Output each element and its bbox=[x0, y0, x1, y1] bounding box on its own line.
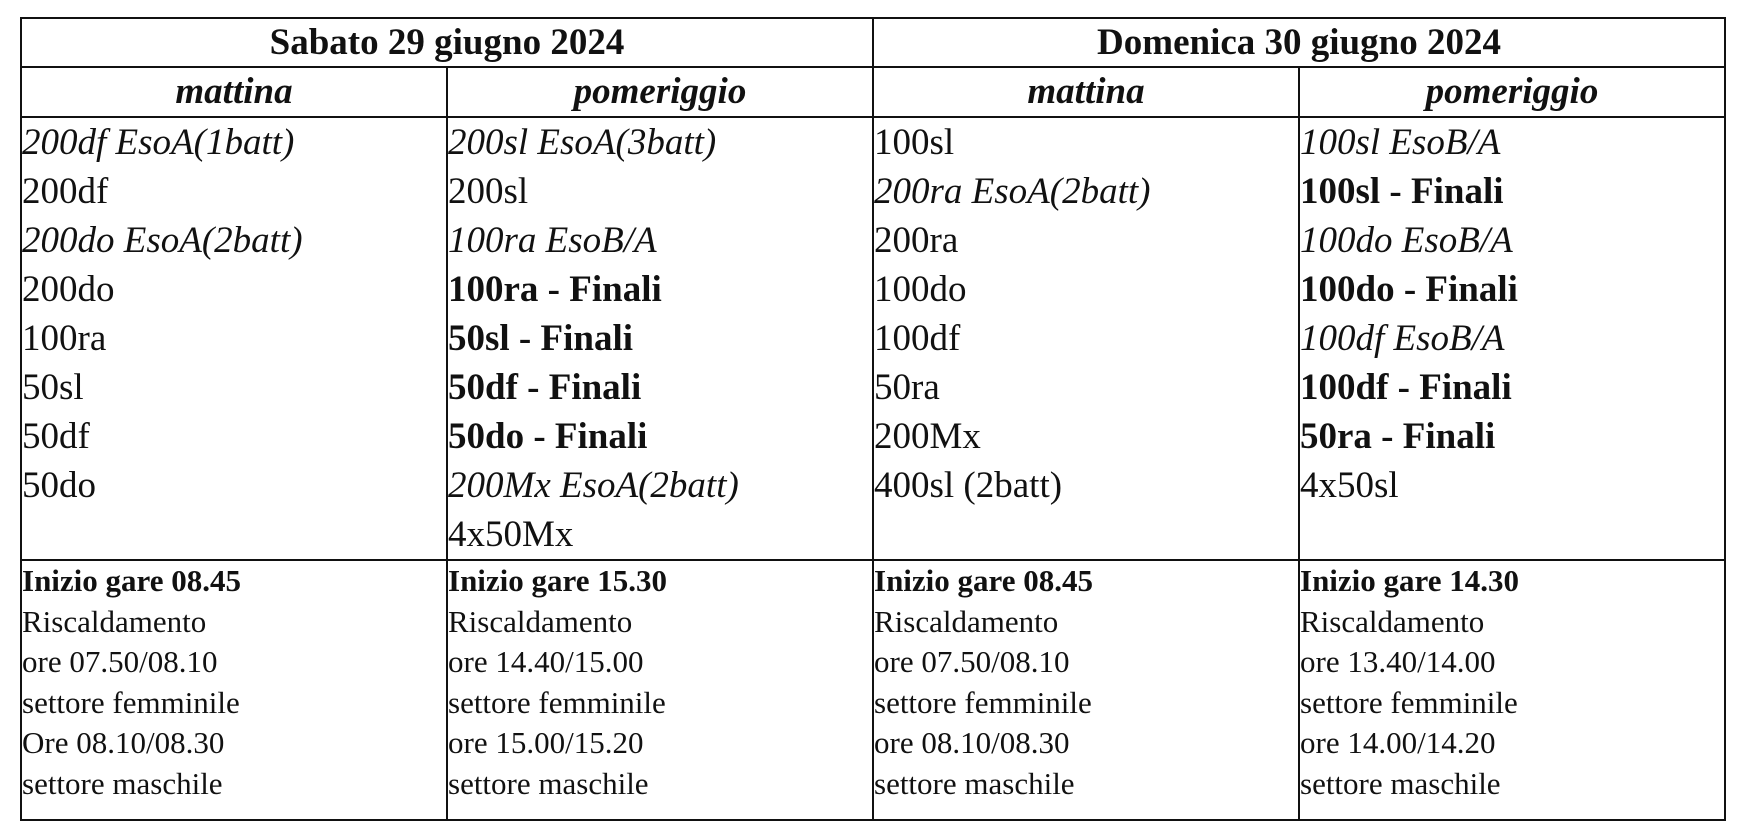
period-header-sun-morning: mattina bbox=[873, 67, 1299, 117]
info-cell-sun-afternoon bbox=[1299, 560, 1725, 820]
info-line: ore 13.40/14.00 bbox=[1300, 644, 1496, 679]
period-header-sun-afternoon: pomeriggio bbox=[1299, 67, 1725, 117]
event-item: 200df bbox=[22, 171, 109, 212]
event-item: 200do bbox=[22, 269, 115, 310]
info-cell-sat-afternoon bbox=[447, 560, 873, 820]
event-item: 100sl EsoB/A bbox=[1300, 122, 1501, 163]
event-item: 100df - Finali bbox=[1300, 367, 1512, 408]
event-item: 400sl (2batt) bbox=[874, 465, 1063, 506]
event-item: 100df EsoB/A bbox=[1300, 318, 1505, 359]
period-header-row bbox=[21, 67, 1725, 117]
info-line: settore femminile bbox=[22, 684, 240, 720]
period-header-sat-morning: mattina bbox=[21, 67, 447, 117]
event-item: 100ra - Finali bbox=[448, 269, 662, 310]
day-header-row bbox=[21, 18, 1725, 67]
event-item: 200ra EsoA(2batt) bbox=[874, 171, 1151, 212]
info-line: ore 07.50/08.10 bbox=[874, 644, 1070, 679]
event-item: 100do - Finali bbox=[1300, 269, 1518, 310]
info-line: Riscaldamento bbox=[1300, 603, 1485, 639]
day-header-saturday: Sabato 29 giugno 2024 bbox=[21, 18, 873, 67]
start-time: Inizio gare 08.45 bbox=[22, 563, 241, 598]
info-line: settore femminile bbox=[448, 684, 666, 720]
info-cell-sat-morning bbox=[21, 560, 447, 820]
event-item: 100df bbox=[874, 318, 961, 359]
info-line: settore maschile bbox=[448, 765, 649, 801]
event-item: 50df bbox=[22, 416, 90, 457]
info-line: ore 14.00/14.20 bbox=[1300, 725, 1496, 760]
event-item: 100ra EsoB/A bbox=[448, 220, 657, 261]
info-cell-sun-morning bbox=[873, 560, 1299, 820]
info-line: ore 15.00/15.20 bbox=[448, 725, 644, 760]
event-item: 100sl bbox=[874, 122, 955, 163]
event-item: 50ra - Finali bbox=[1300, 416, 1496, 457]
event-item: 200ra bbox=[874, 220, 959, 261]
event-item: 100ra bbox=[22, 318, 107, 359]
day-header-sunday: Domenica 30 giugno 2024 bbox=[873, 18, 1725, 67]
event-item: 50ra bbox=[874, 367, 940, 408]
info-line: settore femminile bbox=[874, 684, 1092, 720]
period-header-sat-afternoon: pomeriggio bbox=[447, 67, 873, 117]
events-cell-sat-afternoon bbox=[447, 117, 873, 560]
event-item: 100do bbox=[874, 269, 967, 310]
event-item: 200sl EsoA(3batt) bbox=[448, 122, 717, 163]
info-line: Riscaldamento bbox=[22, 603, 207, 639]
event-item: 100do EsoB/A bbox=[1300, 220, 1513, 261]
event-item: 200Mx EsoA(2batt) bbox=[448, 465, 739, 506]
info-line: ore 08.10/08.30 bbox=[874, 725, 1070, 760]
info-line: settore maschile bbox=[22, 765, 223, 801]
info-line: Ore 08.10/08.30 bbox=[22, 725, 225, 760]
info-line: settore femminile bbox=[1300, 684, 1518, 720]
start-time: Inizio gare 08.45 bbox=[874, 563, 1093, 598]
event-item: 4x50sl bbox=[1300, 465, 1399, 506]
start-time: Inizio gare 15.30 bbox=[448, 563, 667, 598]
info-line: settore maschile bbox=[874, 765, 1075, 801]
info-line: ore 14.40/15.00 bbox=[448, 644, 644, 679]
event-item: 4x50Mx bbox=[448, 514, 574, 555]
info-row bbox=[21, 560, 1725, 820]
event-item: 100sl - Finali bbox=[1300, 171, 1504, 212]
schedule-table bbox=[20, 17, 1726, 821]
event-item: 200do EsoA(2batt) bbox=[22, 220, 303, 261]
info-line: settore maschile bbox=[1300, 765, 1501, 801]
events-cell-sun-morning bbox=[873, 117, 1299, 560]
event-item: 50df - Finali bbox=[448, 367, 642, 408]
event-item: 50do bbox=[22, 465, 96, 506]
events-row bbox=[21, 117, 1725, 560]
info-line: ore 07.50/08.10 bbox=[22, 644, 218, 679]
event-item: 50sl - Finali bbox=[448, 318, 634, 359]
event-item: 200df EsoA(1batt) bbox=[22, 122, 295, 163]
event-item: 200Mx bbox=[874, 416, 981, 457]
event-item: 50sl bbox=[22, 367, 84, 408]
events-cell-sun-afternoon bbox=[1299, 117, 1725, 560]
info-line: Riscaldamento bbox=[448, 603, 633, 639]
event-item: 200sl bbox=[448, 171, 529, 212]
events-cell-sat-morning bbox=[21, 117, 447, 560]
start-time: Inizio gare 14.30 bbox=[1300, 563, 1519, 598]
event-item: 50do - Finali bbox=[448, 416, 648, 457]
info-line: Riscaldamento bbox=[874, 603, 1059, 639]
